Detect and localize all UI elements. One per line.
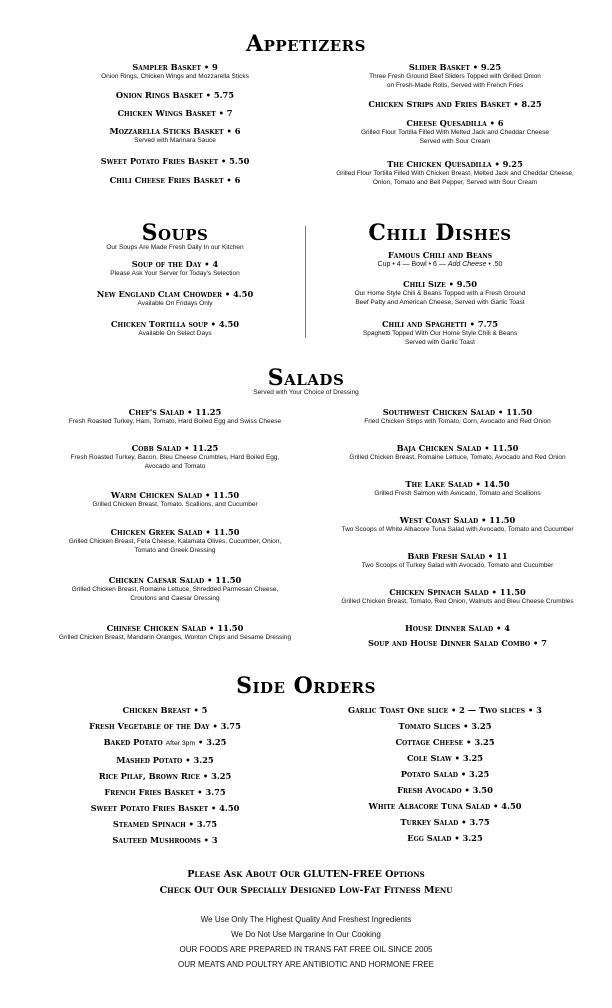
chili-size-options [320,261,560,270]
item-desc: Grilled Chicken Breast, Feta Cheese, Kalamata Olives, Cucumber, Onion, [68,538,282,545]
side-item: Sweet Potato Fries Basket • 4.50 [90,803,240,813]
menu-item [30,490,320,527]
item-name: Chicken Spinach Salad • 11.50 [389,587,526,597]
menu-item [60,259,290,289]
menu-item [30,575,320,623]
item-desc: Grilled Chicken Breast, Romaine Lettuce, Shredded Parmesan Cheese, [71,586,279,593]
menu-item [310,159,600,187]
item-name: Slider Basket • 9.25 [408,62,502,72]
side-item-note: After 3pm [165,740,196,747]
menu-item [310,623,605,638]
salads-title: Salads [267,365,345,391]
side-item: Cole Slaw • 3.25 [406,753,484,763]
item-name: Sampler Basket • 9 [132,62,218,72]
item-desc: Two Scoops of White Albacore Tuna Salad with Avocado, Tomato and Cucumber [341,526,574,533]
item-desc: Tomato and Greek Dressing [134,546,216,554]
footer-line: OUR FOODS ARE PREPARED IN TRANS FAT FREE OIL SINCE 2005 [179,945,433,954]
salads-right-column [310,407,605,649]
item-name: The Chicken Quesadilla • 9.25 [387,159,523,169]
cup-option: Cup • 4 [377,261,401,268]
salads-left-column [30,407,320,643]
item-name: The Lake Salad • 14.50 [405,479,510,489]
item-desc: Croutons and Caesar Dressing [130,594,220,602]
menu-item [320,250,560,279]
menu-item [30,527,320,575]
item-desc: Grilled Chicken Breast, Tomato, Scallions, and Cucumber [92,501,258,508]
chili-title: Chili Dishes [368,220,512,246]
item-name: Chicken Tortilla soup • 4.50 [110,318,240,329]
item-desc: Fresh Roasted Turkey, Ham, Tomato, Hard Boiled Egg and Swiss Cheese [68,418,282,425]
item-name: Chef's Salad • 11.25 [128,407,222,417]
item-name: Sweet Potato Fries Basket • 5.50 [100,156,250,166]
item-name: West Coast Salad • 11.50 [399,515,516,525]
item-desc: Please Ask Your Server for Today's Selection [110,269,240,277]
menu-item [60,108,290,126]
menu-item [60,62,290,90]
item-desc: Served with Garlic Toast [405,338,475,346]
appetizers-left-column [60,62,290,193]
item-desc: Grilled Chicken Breast, Tomato, Red Onion, Walnuts and Bleu Cheese Crumbles [341,598,574,605]
item-desc: Beef Patty and American Cheese, Served with Garlic Toast [355,298,525,306]
separator: — [402,261,410,268]
menu-item [60,175,290,193]
add-cheese-price: • .50 [488,261,503,268]
menu-item [60,126,290,156]
sides-right-column [315,702,575,846]
item-desc: Grilled Flour Tortilla Filled With Melted Jack and Cheddar Cheese [360,129,550,136]
side-item: Turkey Salad • 3.75 [400,817,490,827]
item-name: Soup and House Dinner Salad Combo • 7 [368,638,547,648]
side-item-baked-potato [50,734,280,752]
menu-item [310,443,605,479]
side-item: Cottage Cheese • 3.25 [395,737,495,747]
item-desc: Fresh Roasted Turkey, Bacon, Bleu Cheese Crumbles, Hard Boiled Egg, [70,454,280,461]
item-name: Warm Chicken Salad • 11.50 [110,490,240,500]
column-divider [305,226,306,338]
side-item: Chicken Breast • 5 [122,705,208,715]
side-item: Garlic Toast One slice • 2 — Two slices • 3 [348,705,542,715]
side-item: Potato Salad • 3.25 [400,769,490,779]
menu-item [310,118,600,159]
item-name: Chili and Spaghetti • 7.75 [381,319,499,329]
item-name: Famous Chili and Beans [387,250,493,260]
add-cheese-label: Add Cheese [447,261,487,268]
sides-left-column [50,702,280,848]
menu-item [30,443,320,490]
side-item-name: Baked Potato [103,737,163,747]
side-item: French Fries Basket • 3.75 [104,787,226,797]
item-name: Chinese Chicken Salad • 11.50 [106,623,244,633]
item-name: Onion Rings Basket • 5.75 [115,90,235,100]
chili-column [320,250,560,347]
salads-intro: Served with Your Choice of Dressing [253,389,359,396]
menu-item [60,90,290,108]
soups-intro: Our Soups Are Made Fresh Daily In our Kitchen [106,244,244,251]
menu-item [310,515,605,551]
item-desc: Avocado and Tomato [144,462,206,470]
item-name: Chicken Strips and Fries Basket • 8.25 [368,99,542,109]
item-name: Chili Cheese Fries Basket • 6 [109,175,241,185]
item-name: Chicken Greek Salad • 11.50 [110,527,240,537]
item-desc: Served with Sour Cream [419,137,491,145]
item-desc: Grilled Fresh Salmon with Avocado, Tomato and Scallions [374,490,541,497]
menu-item [310,99,600,118]
item-desc: Grilled Flour Tortilla Filled With Chicken Breast, Melted Jack and Cheddar Cheese, [336,170,574,177]
item-desc: Onion Rings, Chicken Wings and Mozzarella Sticks [101,73,249,80]
side-item: White Albacore Tuna Salad • 4.50 [368,801,522,811]
menu-item [310,62,600,99]
item-desc: Available On Fridays Only [137,299,213,307]
item-name: Soup of the Day • 4 [131,258,219,269]
item-desc: Available On Select Days [138,329,212,337]
item-name: New England Clam Chowder • 4.50 [96,288,254,299]
menu-item [320,279,560,319]
appetizers-right-column [310,62,600,187]
item-desc: Spaghetti Topped With Our Home Style Chili & Beans [362,330,518,337]
item-desc: Two Scoops of Turkey Salad with Avocado, Tomato and Cucumber [361,562,554,569]
side-item: Rice Pilaf, Brown Rice • 3.25 [98,771,232,781]
footer-line: We Do Not Use Margarine In Our Cooking [231,930,381,939]
footer-line: OUR MEATS AND POULTRY ARE ANTIBIOTIC AND HORMONE FREE [178,960,434,969]
soups-column [60,244,290,338]
item-name: Southwest Chicken Salad • 11.50 [382,407,533,417]
item-name: Mozzarella Sticks Basket • 6 [109,126,241,136]
side-item: Tomato Slices • 3.25 [398,721,492,731]
item-name: Chicken Wings Basket • 7 [117,108,233,118]
appetizers-title: Appetizers [246,31,366,57]
side-item: Sauteed Mushrooms • 3 [112,835,218,845]
side-orders-title: Side Orders [236,673,376,699]
menu-item [310,479,605,515]
side-item-price: • 3.25 [198,737,227,747]
footer-line: We Use Only The Highest Quality And Freshest Ingredients [200,915,412,924]
menu-item [310,551,605,587]
item-desc: Fried Chicken Strips with Tomato, Corn, Avocado and Red Onion [364,418,551,425]
side-item: Fresh Avocado • 3.50 [397,785,493,795]
menu-item [310,638,605,649]
item-desc: Onion, Tomato and Bell Pepper, Served with Sour Cream [372,178,538,186]
item-name: Chili Size • 9.50 [402,279,478,289]
menu-item [30,623,320,643]
bowl-option: Bowl • 6 [411,261,437,268]
item-desc: Three Fresh Ground Beef Sliders Topped with Grilled Onion [369,73,541,80]
item-name: Chicken Caesar Salad • 11.50 [108,575,242,585]
side-item: Mashed Potato • 3.25 [116,755,214,765]
item-desc: Served with Marinara Sauce [134,137,216,144]
item-name: Cobb Salad • 11.25 [131,443,219,453]
menu-item [310,407,605,443]
item-desc: Grilled Chicken Breast, Romaine Lettuce, Tomato, Avocado and Red Onion [349,454,566,461]
fitness-menu-notice: Check Out Our Specially Designed Low-Fat Fitness Menu [159,885,453,896]
item-desc: on Fresh-Made Rolls, Served with French Fries [386,81,524,89]
menu-item [310,587,605,623]
menu-item [60,319,290,339]
soups-title: Soups [141,220,209,246]
separator: — [438,261,446,268]
item-desc: Grilled Chicken Breast, Mandarin Oranges, Wonton Chips and Sesame Dressing [58,634,292,641]
menu-item [30,407,320,443]
item-name: Baja Chicken Salad • 11.50 [396,443,519,453]
side-item: Steamed Spinach • 3.75 [112,819,218,829]
item-name: House Dinner Salad • 4 [404,623,511,633]
item-name: Barb Fresh Salad • 11 [407,551,508,561]
item-name: Cheese Quesadilla • 6 [406,118,504,128]
side-item: Egg Salad • 3.25 [407,833,483,843]
menu-item [60,289,290,319]
side-item: Fresh Vegetable of the Day • 3.75 [89,721,241,731]
menu-item [60,156,290,175]
item-desc: Our Home Style Chili & Beans Topped with a Fresh Ground [354,290,526,297]
gluten-free-notice: Please Ask About Our GLUTEN-FREE Options [187,869,425,880]
menu-item [320,319,560,347]
